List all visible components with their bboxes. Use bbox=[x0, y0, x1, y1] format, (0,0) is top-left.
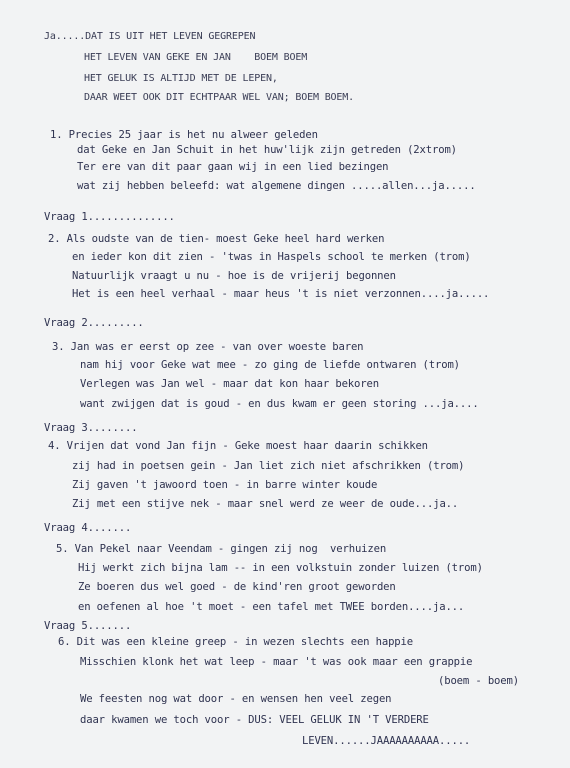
verse-5-line-1: 5. Van Pekel naar Veendam - gingen zij nog verhuizen bbox=[56, 543, 387, 555]
verse-5-line-4: en oefenen al hoe 't moet - een tafel met TWEE borden....ja... bbox=[78, 601, 465, 613]
verse-2-line-1: 2. Als oudste van de tien- moest Geke heel hard werken bbox=[48, 233, 385, 245]
verse-2-line-2: en ieder kon dit zien - 'twas in Haspels school te merken (trom) bbox=[72, 251, 471, 263]
verse-5-line-3: Ze boeren dus wel goed - de kind'ren groot geworden bbox=[78, 581, 396, 593]
intro-line-3: HET GELUK IS ALTIJD MET DE LEPEN, bbox=[84, 73, 278, 84]
verse-3-line-4: want zwijgen dat is goud - en dus kwam er geen storing ...ja.... bbox=[80, 398, 479, 410]
intro-line-2: HET LEVEN VAN GEKE EN JAN BOEM BOEM bbox=[84, 52, 308, 63]
intro-line-4: DAAR WEET OOK DIT ECHTPAAR WEL VAN; BOEM BOEM. bbox=[84, 92, 355, 103]
verse-4-line-2: zij had in poetsen gein - Jan liet zich niet afschrikken (trom) bbox=[72, 460, 465, 472]
verse-6-line-3: We feesten nog wat door - en wensen hen veel zegen bbox=[80, 693, 392, 705]
verse-2-line-4: Het is een heel verhaal - maar heus 't is niet verzonnen....ja..... bbox=[72, 288, 490, 300]
verse-4-line-3: Zij gaven 't jawoord toen - in barre winter koude bbox=[72, 479, 378, 491]
verse-6-line-5: LEVEN......JAAAAAAAAAA..... bbox=[302, 735, 471, 747]
question-5: Vraag 5....... bbox=[44, 620, 132, 632]
verse-6-line-4: daar kwamen we toch voor - DUS: VEEL GELUK IN 'T VERDERE bbox=[80, 714, 429, 726]
verse-3-line-1: 3. Jan was er eerst op zee - van over woeste baren bbox=[52, 341, 364, 353]
question-3: Vraag 3........ bbox=[44, 422, 138, 434]
verse-4-line-1: 4. Vrijen dat vond Jan fijn - Geke moest haar daarin schikken bbox=[48, 440, 428, 452]
verse-5-line-2: Hij werkt zich bijna lam -- in een volkstuin zonder luizen (trom) bbox=[78, 562, 483, 574]
question-4: Vraag 4....... bbox=[44, 522, 132, 534]
verse-4-line-4: Zij met een stijve nek - maar snel werd ze weer de oude...ja.. bbox=[72, 498, 459, 510]
question-1: Vraag 1.............. bbox=[44, 211, 175, 223]
verse-1-line-4: wat zij hebben beleefd: wat algemene dingen .....allen...ja..... bbox=[77, 180, 476, 192]
verse-2-line-3: Natuurlijk vraagt u nu - hoe is de vrijerij begonnen bbox=[72, 270, 396, 282]
verse-6-line-1: 6. Dit was een kleine greep - in wezen slechts een happie bbox=[58, 636, 413, 648]
verse-1-line-1: 1. Precies 25 jaar is het nu alweer geleden bbox=[50, 129, 318, 141]
question-2: Vraag 2......... bbox=[44, 317, 144, 329]
verse-3-line-3: Verlegen was Jan wel - maar dat kon haar bekoren bbox=[80, 378, 379, 390]
verse-1-line-3: Ter ere van dit paar gaan wij in een lied bezingen bbox=[77, 161, 389, 173]
intro-line-1: Ja.....DAT IS UIT HET LEVEN GEGREPEN bbox=[44, 31, 256, 42]
verse-6-sound-effect: (boem - boem) bbox=[438, 675, 519, 687]
verse-1-line-2: dat Geke en Jan Schuit in het huw'lijk zijn getreden (2xtrom) bbox=[77, 144, 457, 156]
verse-3-line-2: nam hij voor Geke wat mee - zo ging de liefde ontwaren (trom) bbox=[80, 359, 460, 371]
verse-6-line-2: Misschien klonk het wat leep - maar 't was ook maar een grappie bbox=[80, 656, 473, 668]
